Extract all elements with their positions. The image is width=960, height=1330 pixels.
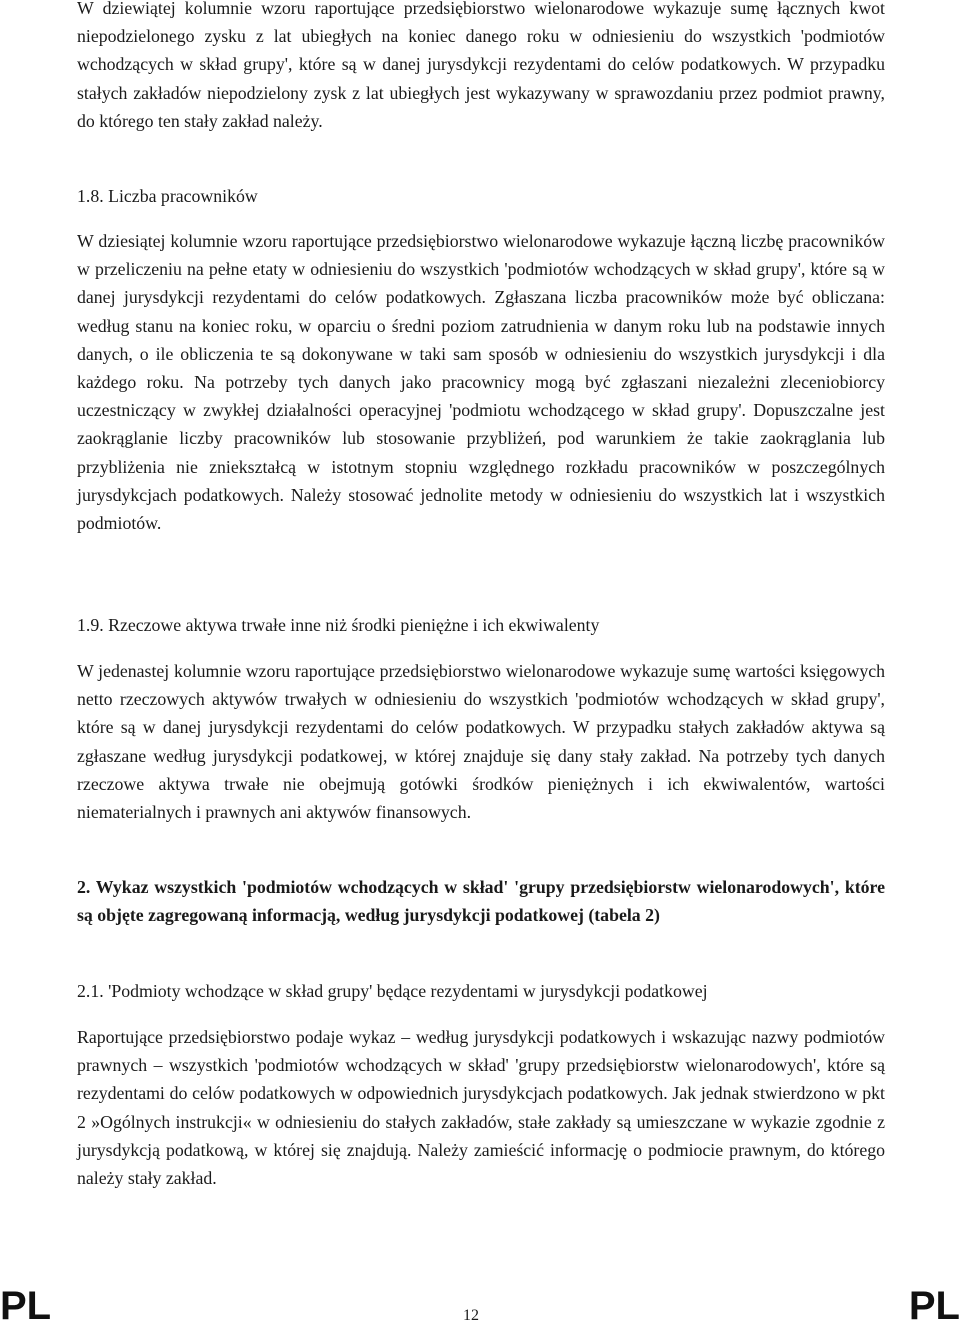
section-heading-1-9: 1.9. Rzeczowe aktywa trwałe inne niż środki pieniężne i ich ekwiwalenty [77,615,600,635]
page-number: 12 [463,1307,479,1324]
paragraph-tangible-assets: W jedenastej kolumnie wzoru raportujące przedsiębiorstwo wielonarodowe wykazuje sumę wartości księgowych netto rzeczowych aktywów trwałych w odniesieniu do wszystkich 'podmiotów wchodzących w skład grupy', które są w danej jurysdykcji rezydentami do celów podatkowych. W przypadku stałych zakładów aktywa są zgłaszane według jurysdykcji podatkowej, w której znajduje się dany stały zakład. Na potrzeby tych danych rzeczowe aktywa trwałe nie obejmują gotówki środków pieniężnych i ich ekwiwalentów, wartości niematerialnych i prawnych ani aktywów finansowych. [77,661,885,823]
language-code-left: PL [0,1284,52,1328]
paragraph-retained-earnings: W dziewiątej kolumnie wzoru raportujące przedsiębiorstwo wielonarodowe wykazuje sumę łącznych kwot niepodzielonego zysku z lat ubiegłych na koniec danego roku w odniesieniu do wszystkich 'podmiotów wchodzących w skład grupy', które są w danej jurysdykcji rezydentami do celów podatkowych. W przypadku stałych zakładów niepodzielony zysk z lat ubiegłych jest wykazywany w sprawozdaniu przez podmiot prawny, do którego ten stały zakład należy. [77,0,885,131]
section-heading-1-8: 1.8. Liczba pracowników [77,186,258,206]
paragraph-employees: W dziesiątej kolumnie wzoru raportujące przedsiębiorstwo wielonarodowe wykazuje łączną liczbę pracowników w przeliczeniu na pełne etaty w odniesieniu do wszystkich 'podmiotów wchodzących w skład grupy', które są w danej jurysdykcji rezydentami do celów podatkowych. Zgłaszana liczba pracowników może być obliczana: według stanu na koniec roku, w oparciu o średni poziom zatrudnienia w danym roku lub na podstawie innych danych, o ile obliczenia te są dokonywane w taki sam sposób w odniesieniu do wszystkich jurysdykcji i dla każdego roku. Na potrzeby tych danych jako pracownicy mogą być zgłaszani niezależni zleceniobiorcy uczestniczący w zwykłej działalności operacyjnej 'podmiotu wchodzącego w skład grupy'. Dopuszczalne jest zaokrąglanie liczby pracowników lub stosowanie przybliżeń, pod warunkiem że takie zaokrąglania lub przybliżenia nie zniekształcą w istotnym stopniu względnego rozkładu pracowników w poszczególnych jurysdykcjach podatkowych. Należy stosować jednolite metody w odniesieniu do wszystkich lat i wszystkich podmiotów. [77,231,885,534]
section-heading-2-1: 2.1. 'Podmioty wchodzące w skład grupy' będące rezydentami w jurysdykcji podatkowej [77,981,708,1001]
section-heading-2: 2. Wykaz wszystkich 'podmiotów wchodzących w skład' 'grupy przedsiębiorstw wielonarodowych', które są objęte zagregowaną informacją, według jurysdykcji podatkowej (tabela 2) [77,877,885,926]
language-code-right: PL [908,1284,960,1328]
paragraph-entity-list: Raportujące przedsiębiorstwo podaje wykaz – według jurysdykcji podatkowych i wskazując nazwy podmiotów prawnych – wszystkich 'podmiotów wchodzących w skład' 'grupy przedsiębiorstw wielonarodowych', które są rezydentami do celów podatkowych w odpowiednich jurysdykcjach podatkowych. Jak jednak stwierdzono w pkt 2 »Ogólnych instrukcji« w odniesieniu do stałych zakładów, stałe zakłady są umieszczane w wykazie zgodnie z jurysdykcją podatkową, w której się znajdują. Należy zamieścić informację o podmiocie prawnym, do którego należy stały zakład. [77,1027,885,1189]
